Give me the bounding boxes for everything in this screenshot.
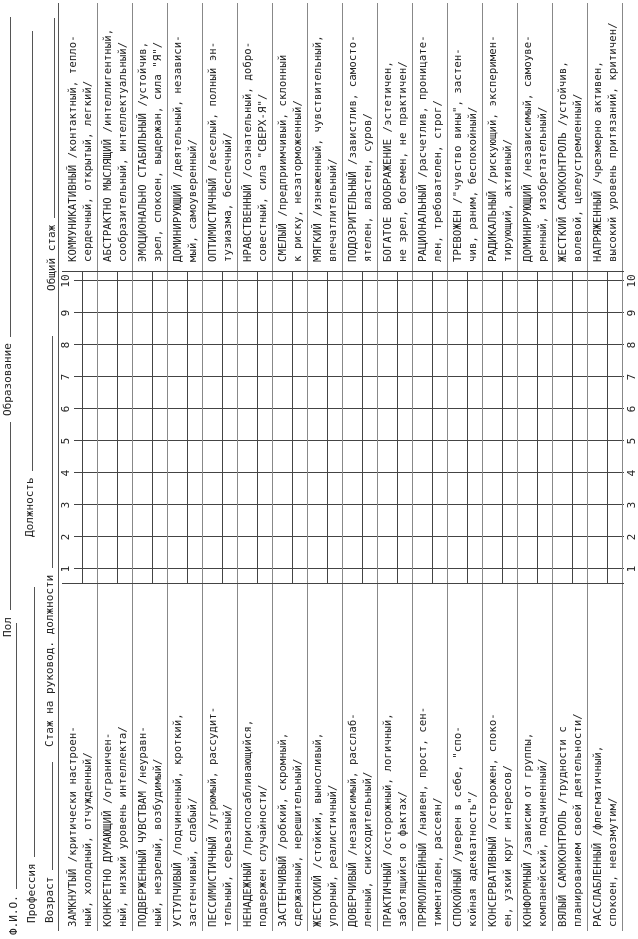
scale-number-bottom: 2 xyxy=(625,533,638,541)
professiya-field[interactable] xyxy=(22,587,38,923)
professiya-label: Профессия xyxy=(25,863,38,923)
scale-number-bottom: 8 xyxy=(625,341,638,349)
scale-column-line xyxy=(74,440,624,441)
trait-right-line: ятелен, властен, суров/ xyxy=(362,113,374,262)
trait-right-line: волевой, целеустремленный/ xyxy=(572,93,584,262)
scale-number-bottom: 10 xyxy=(625,274,638,288)
scale-column-line xyxy=(74,536,624,537)
obshchiy-stazh-label: Общий стаж xyxy=(45,224,58,291)
rating-scale-line[interactable] xyxy=(187,272,188,584)
trait-left-line: ПЕССИМИСТИЧНЫЙ /угрюмый, рассудит- xyxy=(207,706,219,927)
obrazovanie-label: Образование xyxy=(1,343,14,416)
obrazovanie-field[interactable] xyxy=(0,17,14,416)
obshchiy-stazh-field[interactable] xyxy=(42,18,58,291)
trait-left-line: ный, низкий уровень интеллекта/ xyxy=(117,726,129,927)
dolzhnost-blank[interactable] xyxy=(20,31,33,471)
trait-right-line: к риску, незаторможенный/ xyxy=(292,100,304,262)
pol-field[interactable] xyxy=(0,423,14,638)
trait-right-line: НРАВСТВЕННЫЙ /сознательный, добро- xyxy=(242,41,254,262)
rating-scale-line[interactable] xyxy=(327,272,328,584)
trait-right-line: зрел, спокоен, выдержан, сила "Я"/ xyxy=(152,41,164,262)
obshchiy-stazh-blank[interactable] xyxy=(42,18,55,218)
scale-column-line xyxy=(74,344,624,345)
scale-number-top: 6 xyxy=(59,405,72,413)
trait-left-line: ПРАКТИЧНЫЙ /осторожный, логичный, xyxy=(382,713,394,927)
scale-column-line xyxy=(74,376,624,377)
trait-left-line: упорный, реалистичный/ xyxy=(327,784,339,927)
trait-right-line: КОММУНИКАТИВНЫЙ /контактный, тепло- xyxy=(67,35,79,262)
trait-left-line: УСТУПЧИВЫЙ /подчиненный, кроткий, xyxy=(172,713,184,927)
scale-number-top: 3 xyxy=(59,501,72,509)
trait-right-line: ДОМИНИРУЮЩИЙ /деятельный, независи- xyxy=(172,35,184,262)
row-divider xyxy=(377,3,378,931)
trait-right-line: ренный, изобретательный/ xyxy=(537,106,549,262)
trait-right-line: сообразительный, интеллектуальный/ xyxy=(117,41,129,262)
dolzhnost-field[interactable] xyxy=(20,31,36,537)
scale-column-line xyxy=(74,504,624,505)
trait-right-line: чив, раним, беспокойный/ xyxy=(467,106,479,262)
trait-left-line: ный, холодный, отчужденный/ xyxy=(82,752,94,927)
stazh-ruk-blank[interactable] xyxy=(40,336,53,568)
rating-scale-line[interactable] xyxy=(397,272,398,584)
trait-left-line: ЖЕСТОКИЙ /стойкий, выносливый, xyxy=(312,732,324,927)
scale-column-line xyxy=(74,568,624,569)
row-divider xyxy=(517,3,518,931)
trait-left-line: СПОКОЙНЫЙ /уверен в себе, "спо- xyxy=(452,726,464,927)
trait-right-line: БОГАТОЕ ВООБРАЖЕНИЕ /эстетичен, xyxy=(382,61,394,262)
scale-number-bottom: 9 xyxy=(625,309,638,317)
scale-number-top: 1 xyxy=(59,565,72,573)
fio-blank[interactable] xyxy=(4,623,17,889)
professiya-blank[interactable] xyxy=(22,587,35,857)
trait-left-line: КОНСЕРВАТИВНЫЙ /осторожен, споко- xyxy=(487,713,499,927)
trait-left-line: ПОДВЕРЖЕННЫЙ ЧУВСТВАМ /неуравн- xyxy=(137,726,149,927)
rating-scale-line[interactable] xyxy=(82,272,83,584)
trait-left-line: ный, незрелый, возбудимый/ xyxy=(152,758,164,927)
trait-left-line: тельный, серьезный/ xyxy=(222,803,234,927)
trait-right-line: ЖЕСТКИЙ САМОКОНТРОЛЬ /устойчив, xyxy=(557,61,569,262)
trait-right-line: ТРЕВОЖЕН /"чувство вины", застен- xyxy=(452,48,464,262)
scale-number-top: 8 xyxy=(59,341,72,349)
stazh-ruk-label: Стаж на руковод. должности xyxy=(43,574,56,747)
scale-number-top: 4 xyxy=(59,469,72,477)
scale-border xyxy=(62,583,624,584)
row-divider xyxy=(587,3,588,931)
row-divider xyxy=(482,3,483,931)
rating-scale-line[interactable] xyxy=(432,272,433,584)
trait-left-line: планированием своей деятельности/ xyxy=(572,713,584,927)
trait-left-line: ЗАСТЕНЧИВЫЙ /робкий, скромный, xyxy=(277,732,289,927)
row-divider xyxy=(412,3,413,931)
trait-right-line: мый, самоуверенный/ xyxy=(187,138,199,262)
rating-scale-line[interactable] xyxy=(502,272,503,584)
rating-scale-line[interactable] xyxy=(607,272,608,584)
row-divider xyxy=(342,3,343,931)
trait-right-line: СМЕЛЫЙ /предприимчивый, склонный xyxy=(277,54,289,262)
trait-left-line: застенчивый, слабый/ xyxy=(187,797,199,927)
trait-right-line: ПОДОЗРИТЕЛЬНЫЙ /завистлив, самосто- xyxy=(347,35,359,262)
row-divider xyxy=(447,3,448,931)
row-divider xyxy=(167,3,168,931)
scale-number-top: 5 xyxy=(59,437,72,445)
rating-scale-line[interactable] xyxy=(222,272,223,584)
trait-right-line: НАПРЯЖЕННЫЙ /чрезмерно активен, xyxy=(592,61,604,262)
row-divider xyxy=(132,3,133,931)
trait-left-line: КОНКРЕТНО ДУМАЮЩИЙ /ограничен- xyxy=(102,732,114,927)
row-divider xyxy=(272,3,273,931)
vozrast-blank[interactable] xyxy=(40,762,53,870)
row-divider xyxy=(307,3,308,931)
scale-number-top: 9 xyxy=(59,309,72,317)
row-divider xyxy=(237,3,238,931)
scale-number-bottom: 1 xyxy=(625,565,638,573)
trait-right-line: тирующий, активный/ xyxy=(502,138,514,262)
trait-left-line: подвержен случайности/ xyxy=(257,784,269,927)
trait-right-line: сердечный, открытый, легкий/ xyxy=(82,80,94,262)
vozrast-label: Возраст xyxy=(43,876,56,923)
obrazovanie-blank[interactable] xyxy=(0,17,11,337)
trait-left-line: КОНФОРМНЫЙ /зависим от группы, xyxy=(522,732,534,927)
scale-number-top: 2 xyxy=(59,533,72,541)
rating-scale-line[interactable] xyxy=(152,272,153,584)
trait-right-line: ДОМИНИРУЮЩИЙ /независимый, самоуве- xyxy=(522,35,534,262)
rating-scale-line[interactable] xyxy=(537,272,538,584)
row-divider xyxy=(622,3,623,931)
trait-left-line: спокоен, невозмутим/ xyxy=(607,797,619,927)
scale-number-top: 10 xyxy=(59,274,72,288)
trait-right-line: впечатлительный/ xyxy=(327,158,339,262)
trait-left-line: ДОВЕРЧИВЫЙ /независимый, расслаб- xyxy=(347,713,359,927)
pol-label: Пол xyxy=(1,617,14,637)
rating-scale-line[interactable] xyxy=(572,272,573,584)
fio-field[interactable] xyxy=(4,623,20,935)
trait-left-line: ВЯЛЫЙ САМОКОНТРОЛЬ /трудности с xyxy=(557,726,569,927)
trait-left-line: ен, узкий круг интересов/ xyxy=(502,765,514,927)
pol-blank[interactable] xyxy=(0,423,11,611)
scale-number-bottom: 4 xyxy=(625,469,638,477)
rating-scale-line[interactable] xyxy=(257,272,258,584)
trait-left-line: сдержанный, нерешительный/ xyxy=(292,758,304,927)
vozrast-field[interactable] xyxy=(40,762,56,923)
row-divider xyxy=(552,3,553,931)
scale-number-bottom: 3 xyxy=(625,501,638,509)
trait-left-line: ленный, снисходительный/ xyxy=(362,771,374,927)
trait-left-line: компанейский, подчиненный/ xyxy=(537,758,549,927)
scale-number-bottom: 6 xyxy=(625,405,638,413)
fio-label: Ф.И.О. xyxy=(7,895,20,935)
trait-right-line: совестный, сила "СВЕРХ-Я"/ xyxy=(257,93,269,262)
row-divider xyxy=(202,3,203,931)
trait-left-line: тиментален, рассеян/ xyxy=(432,797,444,927)
rating-scale-line[interactable] xyxy=(467,272,468,584)
trait-right-line: АБСТРАКТНО МЫСЛЯЩИЙ /интеллигентный, xyxy=(102,28,114,262)
rating-scale-line[interactable] xyxy=(292,272,293,584)
trait-left-line: НЕНАДЕЖНЫЙ /приспосабливающийся, xyxy=(242,719,254,927)
stazh-ruk-field[interactable] xyxy=(40,336,56,747)
scale-column-line xyxy=(74,472,624,473)
trait-left-line: заботящийся о фактах/ xyxy=(397,790,409,927)
trait-right-line: РАДИКАЛЬНЫЙ /рискующий, эксперимен- xyxy=(487,35,499,262)
trait-right-line: лен, требователен, строг/ xyxy=(432,100,444,262)
trait-right-line: тузиазма, беспечный/ xyxy=(222,132,234,262)
scale-column-line xyxy=(74,408,624,409)
rating-scale-line[interactable] xyxy=(362,272,363,584)
trait-left-line: ПРЯМОЛИНЕЙНЫЙ /наивен, прост, сен- xyxy=(417,706,429,927)
trait-right-line: высокий уровень притязаний, критичен/ xyxy=(607,22,619,262)
dolzhnost-label: Должность xyxy=(23,477,36,537)
scale-number-bottom: 5 xyxy=(625,437,638,445)
trait-left-line: койная адекватность"/ xyxy=(467,790,479,927)
rating-scale-line[interactable] xyxy=(117,272,118,584)
trait-right-line: РАЦИОНАЛЬНЫЙ /расчетлив, проницате- xyxy=(417,35,429,262)
scale-border xyxy=(62,271,624,272)
trait-left-line: ЗАМКНУТЫЙ /критически настроен- xyxy=(67,726,79,927)
scale-number-top: 7 xyxy=(59,373,72,381)
trait-right-line: ОПТИМИСТИЧНЫЙ /веселый, полный эн- xyxy=(207,41,219,262)
row-divider xyxy=(97,3,98,931)
scale-number-bottom: 7 xyxy=(625,373,638,381)
trait-right-line: ЭМОЦИОНАЛЬНО СТАБИЛЬНЫЙ /устойчив, xyxy=(137,41,149,262)
scale-column-line xyxy=(74,312,624,313)
trait-left-line: РАССЛАБЛЕННЫЙ /флегматичный, xyxy=(592,745,604,927)
trait-right-line: не зрел, богемен, не практичен/ xyxy=(397,61,409,262)
scale-column-line xyxy=(74,280,624,281)
trait-right-line: МЯГКИЙ /изнеженный, чувствительный, xyxy=(312,35,324,262)
